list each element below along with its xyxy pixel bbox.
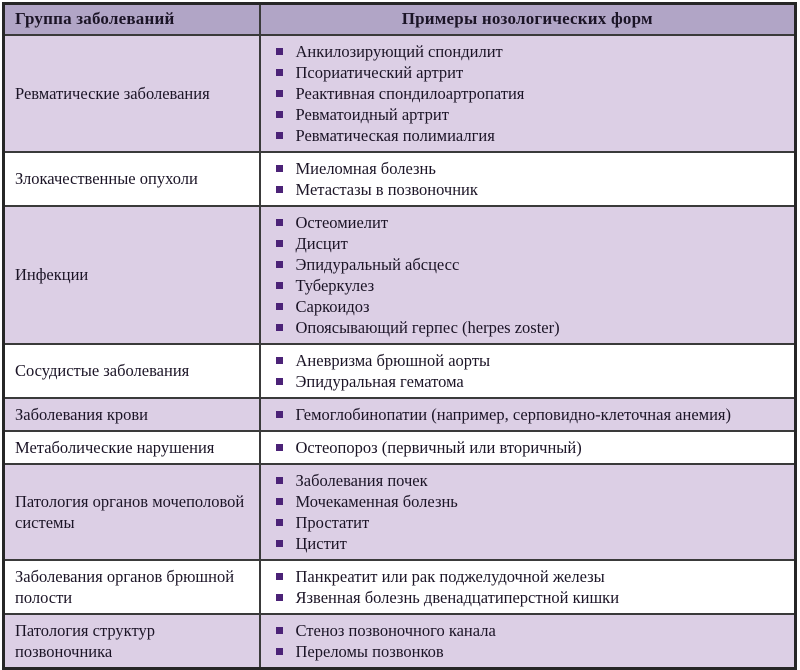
example-text: Язвенная болезнь двенадцатиперстной кишки [295,587,620,607]
square-bullet-icon [276,261,283,268]
examples-cell [260,35,796,152]
disease-group-cell: Сосудистые заболевания [4,344,260,398]
example-text: Реактивная спондилоартропатия [295,83,525,103]
example-item [276,404,789,425]
square-bullet-icon [276,132,283,139]
example-item [276,620,789,641]
square-bullet-icon [276,519,283,526]
example-item [276,317,789,338]
example-text: Дисцит [295,233,348,253]
example-item [276,62,789,83]
square-bullet-icon [276,219,283,226]
square-bullet-icon [276,357,283,364]
square-bullet-icon [276,540,283,547]
examples-list [261,620,789,662]
example-item [276,275,789,296]
table-row [4,206,796,344]
examples-cell [260,614,796,669]
example-item [276,371,789,392]
examples-cell [260,560,796,614]
table-row [4,560,796,614]
example-text: Гемоглобинопатии (например, серповидно-клеточная анемия) [295,404,732,424]
examples-list [261,404,789,425]
example-text: Псориатический артрит [295,62,464,82]
examples-list [261,41,789,146]
disease-group-cell: Инфекции [4,206,260,344]
example-text: Ревматическая полимиалгия [295,125,495,145]
example-item [276,158,789,179]
examples-cell [260,431,796,464]
table-row [4,614,796,669]
square-bullet-icon [276,282,283,289]
square-bullet-icon [276,411,283,418]
example-text: Опоясывающий герпес (herpes zoster) [295,317,560,337]
examples-cell [260,206,796,344]
table-row [4,35,796,152]
table-row [4,431,796,464]
column-header-nosological-examples: Примеры нозологических форм [260,4,796,35]
example-text: Эпидуральный абсцесс [295,254,460,274]
disease-group-cell: Метаболические нарушения [4,431,260,464]
square-bullet-icon [276,573,283,580]
example-item [276,212,789,233]
example-item [276,41,789,62]
table-row [4,344,796,398]
square-bullet-icon [276,378,283,385]
square-bullet-icon [276,324,283,331]
examples-list [261,158,789,200]
example-text: Заболевания почек [295,470,428,490]
square-bullet-icon [276,165,283,172]
examples-cell [260,152,796,206]
examples-list [261,470,789,554]
example-item [276,587,789,608]
square-bullet-icon [276,594,283,601]
square-bullet-icon [276,498,283,505]
example-item [276,533,789,554]
example-text: Панкреатит или рак поджелудочной железы [295,566,605,586]
square-bullet-icon [276,627,283,634]
table-body [4,35,796,669]
disease-group-cell: Злокачественные опухоли [4,152,260,206]
disease-group-cell: Патология органов мочеполовой системы [4,464,260,560]
example-text: Простатит [295,512,370,532]
disease-table [2,2,797,670]
example-item [276,437,789,458]
table-row [4,464,796,560]
table-header [4,4,796,35]
table-row [4,152,796,206]
examples-cell [260,398,796,431]
example-item [276,83,789,104]
example-text: Анкилозирующий спондилит [295,41,503,61]
square-bullet-icon [276,186,283,193]
example-item [276,470,789,491]
example-item [276,512,789,533]
example-item [276,179,789,200]
square-bullet-icon [276,648,283,655]
examples-cell [260,464,796,560]
disease-group-cell: Заболевания органов брюшной полости [4,560,260,614]
disease-group-cell: Ревматические заболевания [4,35,260,152]
example-text: Метастазы в позвоночник [295,179,478,199]
example-item [276,104,789,125]
example-text: Аневризма брюшной аорты [295,350,491,370]
header-row [4,4,796,35]
example-item [276,296,789,317]
square-bullet-icon [276,477,283,484]
examples-list [261,212,789,338]
examples-list [261,566,789,608]
example-text: Саркоидоз [295,296,370,316]
example-text: Цистит [295,533,347,553]
example-text: Миеломная болезнь [295,158,436,178]
example-text: Остеопороз (первичный или вторичный) [295,437,582,457]
example-item [276,254,789,275]
examples-cell [260,344,796,398]
table-row [4,398,796,431]
example-text: Эпидуральная гематома [295,371,464,391]
example-item [276,125,789,146]
square-bullet-icon [276,48,283,55]
example-item [276,350,789,371]
disease-group-cell: Патология структур позвоночника [4,614,260,669]
example-item [276,491,789,512]
example-text: Стеноз позвоночного канала [295,620,496,640]
example-text: Туберкулез [295,275,375,295]
square-bullet-icon [276,240,283,247]
square-bullet-icon [276,303,283,310]
square-bullet-icon [276,111,283,118]
example-item [276,641,789,662]
square-bullet-icon [276,90,283,97]
examples-list [261,350,789,392]
disease-group-cell: Заболевания крови [4,398,260,431]
column-header-disease-group: Группа заболеваний [4,4,260,35]
example-text: Остеомиелит [295,212,389,232]
square-bullet-icon [276,69,283,76]
example-text: Мочекаменная болезнь [295,491,458,511]
example-item [276,566,789,587]
examples-list [261,437,789,458]
example-item [276,233,789,254]
example-text: Ревматоидный артрит [295,104,449,124]
example-text: Переломы позвонков [295,641,444,661]
square-bullet-icon [276,444,283,451]
